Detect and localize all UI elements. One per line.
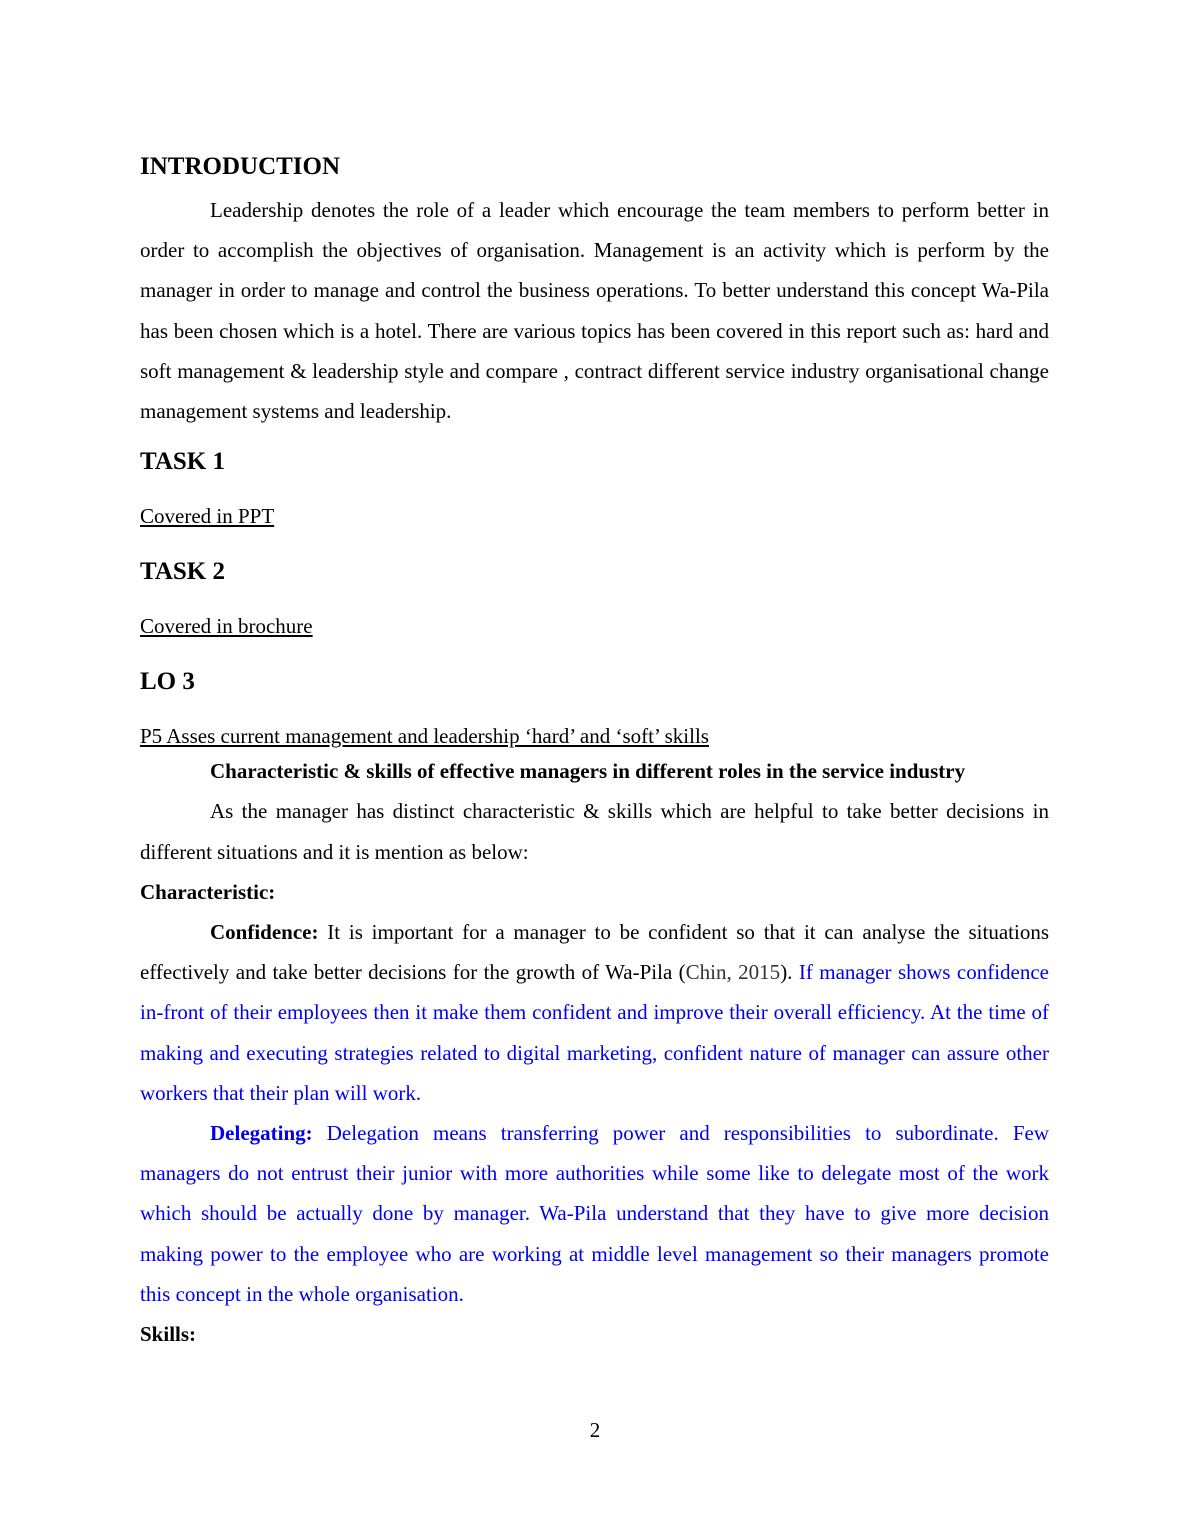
confidence-paragraph [140, 912, 1049, 1113]
delegating-label: Delegating: [210, 1121, 313, 1146]
confidence-text: It is important for a manager to be confident so that it can analyse the situations effectively and take better decisions for the growth of Wa-Pila ( [140, 920, 1049, 985]
intro-paragraph: Leadership denotes the role of a leader which encourage the team members to perform better in order to accomplish the objectives of organisation. Management is an activity which is perform by the manager in order to manage and control the business operations. To better understand this concept Wa-Pila has been chosen which is a hotel. There are various topics has been covered in this report such as: hard and soft management & leadership style and compare , contract different service industry organisational change management systems and leadership. [140, 198, 1049, 424]
lo3-subheading: P5 Asses current management and leadership ‘hard’ and ‘soft’ skills [140, 724, 709, 749]
confidence-citation: Chin, 2015 [685, 960, 781, 985]
confidence-close: ). [780, 960, 793, 985]
lo3-heading: LO 3 [140, 668, 195, 696]
skills-label: Skills: [140, 1322, 197, 1347]
delegating-text: Delegation means transferring power and responsibilities to subordinate. Few managers do not entrust their junior with more authorities while some like to delegate most of the work which should be actually done by manager. Wa-Pila understand that they have to give more decision making power to the employee who are working at middle level management so their managers promote this concept in the whole organisation. [140, 1121, 1049, 1306]
lo3-bold-line: Characteristic & skills of effective managers in different roles in the service industry [210, 759, 966, 784]
characteristic-label: Characteristic: [140, 879, 276, 904]
document-page [140, 150, 1049, 1354]
intro-heading: INTRODUCTION [140, 153, 341, 180]
task2-heading: TASK 2 [140, 558, 225, 586]
task1-note: Covered in PPT [140, 504, 275, 529]
task1-heading: TASK 1 [140, 448, 225, 476]
confidence-blue-text: If manager shows confidence in-front of their employees then it make them confident and improve their overall efficiency. At the time of making and executing strategies related to digital marketing, confident nature of manager can assure other workers that their plan will work. [140, 960, 1049, 1105]
confidence-label: Confidence: [210, 920, 319, 945]
task2-note: Covered in brochure [140, 614, 313, 639]
lo3-intro-text: As the manager has distinct characteristic & skills which are helpful to take better decisions in different situations and it is mention as below: [140, 799, 1049, 864]
page-number: 2 [589, 1418, 601, 1442]
delegating-paragraph [140, 1113, 1049, 1314]
